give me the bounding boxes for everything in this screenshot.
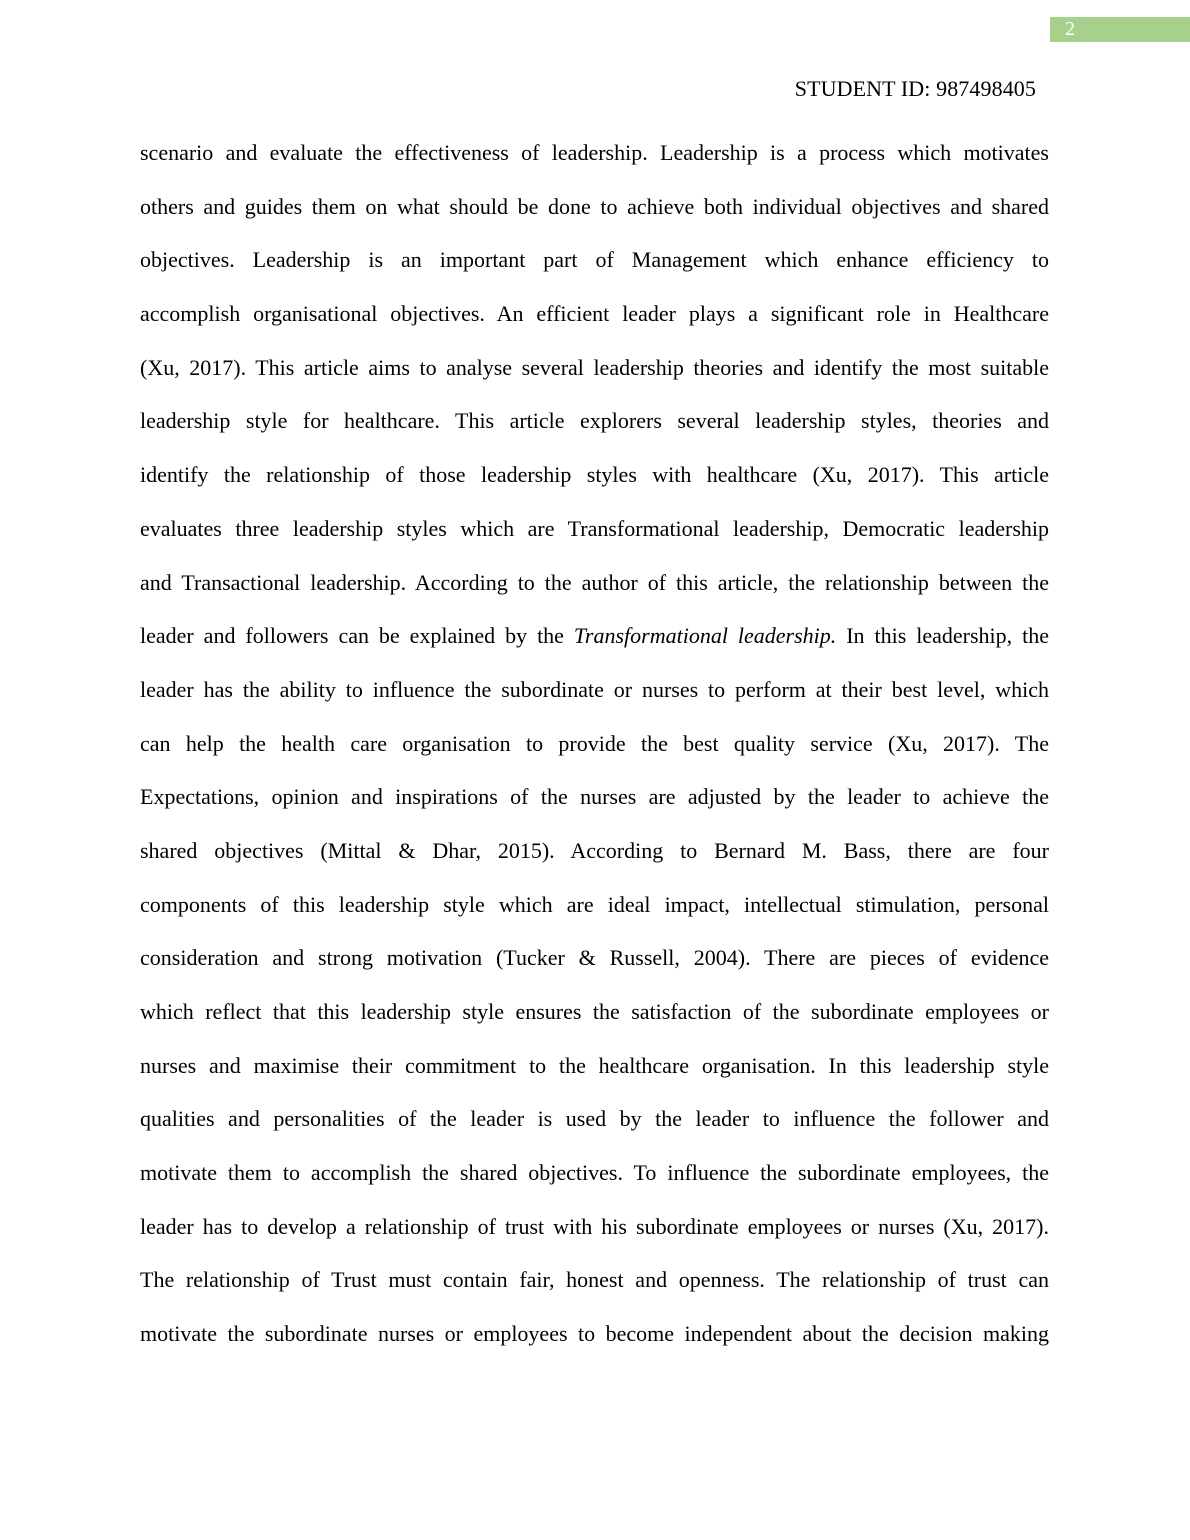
text-line: leadership style for healthcare. This article explorers several leadership styles, theories and [140,408,1049,434]
text-line: components of this leadership style which are ideal impact, intellectual stimulation, personal [140,891,1049,917]
text-segment: leader and followers can be explained by the [140,623,574,649]
body-text [140,126,1049,1361]
text-line: evaluates three leadership styles which are Transformational leadership, Democratic leadership [140,515,1049,541]
running-header-student-id: STUDENT ID: 987498405 [794,76,1036,101]
page-number-bar [1050,17,1190,42]
text-line: which reflect that this leadership style ensures the satisfaction of the subordinate employees or [140,999,1049,1024]
text-line: scenario and evaluate the effectiveness of leadership. Leadership is a process which motivates [140,140,1049,165]
text-line: (Xu, 2017). This article aims to analyse several leadership theories and identify the most suitable [140,354,1049,380]
text-line: The relationship of Trust must contain fair, honest and openness. The relationship of trust can [140,1267,1049,1293]
italic-term: Transformational leadership. [573,623,837,649]
text-line: Expectations, opinion and inspirations of the nurses are adjusted by the leader to achieve the [140,784,1049,810]
text-line: motivate the subordinate nurses or employees to become independent about the decision making [140,1321,1049,1347]
page-number: 2 [1065,18,1075,40]
text-line: others and guides them on what should be done to achieve both individual objectives and shared [140,193,1049,219]
text-line: leader has the ability to influence the subordinate or nurses to perform at their best level, which [140,676,1049,702]
text-line: consideration and strong motivation (Tucker & Russell, 2004). There are pieces of evidence [140,945,1049,971]
text-line: accomplish organisational objectives. An efficient leader plays a significant role in Healthcare [140,301,1049,327]
text-line: motivate them to accomplish the shared objectives. To influence the subordinate employees, the [140,1160,1049,1186]
text-line: identify the relationship of those leadership styles with healthcare (Xu, 2017). This article [140,462,1049,488]
text-line-mixed [140,609,1049,663]
text-segment: In this leadership, the [836,623,1049,649]
text-line: leader has to develop a relationship of trust with his subordinate employees or nurses (Xu, 2017). [140,1213,1049,1239]
text-line: objectives. Leadership is an important part of Management which enhance efficiency to [140,247,1049,273]
text-line: and Transactional leadership. According to the author of this article, the relationship between the [140,569,1049,595]
text-line: can help the health care organisation to provide the best quality service (Xu, 2017). The [140,730,1049,756]
text-line: shared objectives (Mittal & Dhar, 2015). According to Bernard M. Bass, there are four [140,837,1049,863]
text-line: qualities and personalities of the leader is used by the leader to influence the follower and [140,1106,1049,1132]
text-line: nurses and maximise their commitment to the healthcare organisation. In this leadership style [140,1052,1049,1078]
